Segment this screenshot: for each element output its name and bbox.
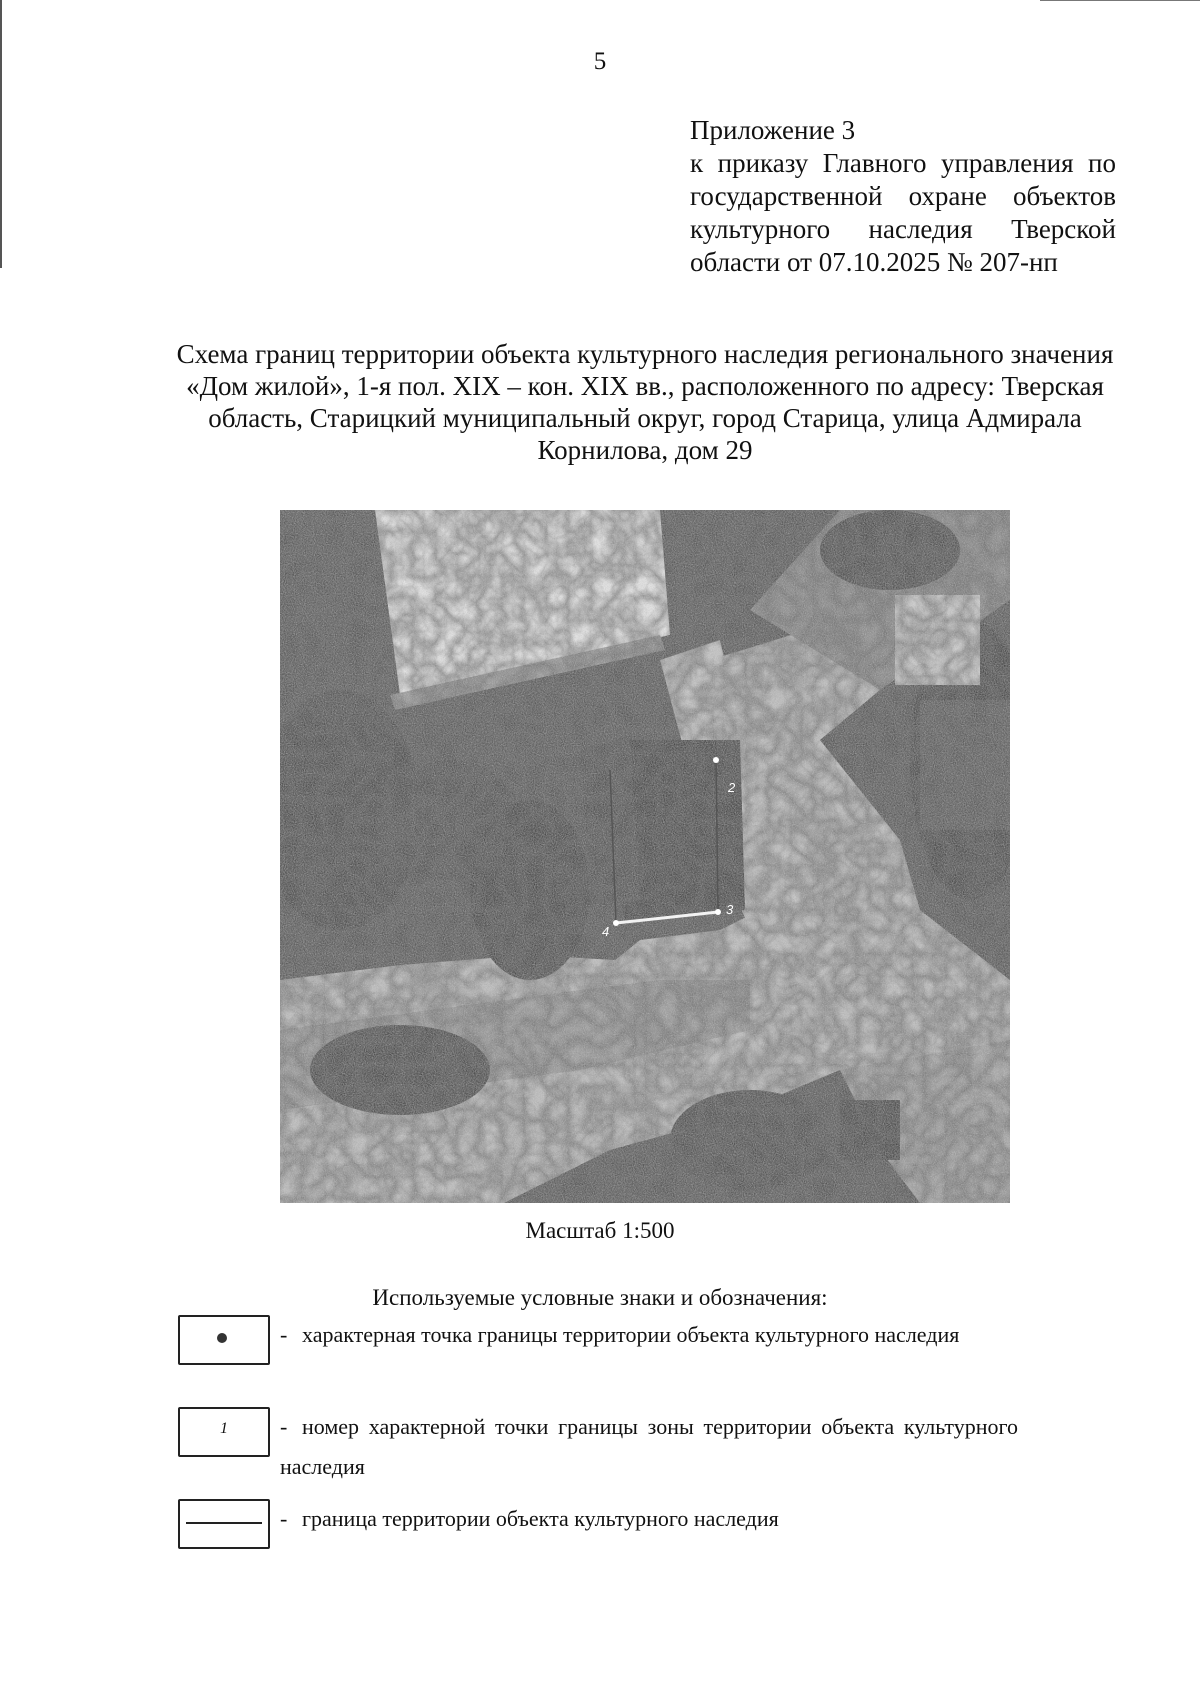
- point-label-4: 4: [602, 924, 610, 939]
- legend-dash: -: [280, 1322, 288, 1347]
- appendix-header: [690, 114, 1116, 279]
- map-scale: Масштаб 1:500: [525, 1218, 675, 1243]
- legend-symbol-box: [178, 1499, 270, 1549]
- scan-edge: [1040, 0, 1200, 1]
- point-label-3: 3: [726, 902, 734, 917]
- legend-dash: -: [280, 1506, 288, 1531]
- legend-description: - характерная точка границы территории объекта культурного наследия: [280, 1315, 1018, 1355]
- page-number: 5: [593, 48, 607, 75]
- appendix-reference: к приказу Главного управления по государственной охране объектов культурного наследия Тверской области от 07.10.2025 № 207-нп: [690, 148, 1116, 277]
- legend-symbol-box: [178, 1407, 270, 1457]
- legend-dash: -: [280, 1414, 288, 1439]
- appendix-title: Приложение 3: [690, 115, 856, 145]
- aerial-photo: [280, 510, 1010, 1203]
- legend-title: Используемые условные знаки и обозначения:: [372, 1285, 828, 1310]
- legend-symbol-box: [178, 1315, 270, 1365]
- legend-description: - граница территории объекта культурного наследия: [280, 1499, 1018, 1539]
- boundary-point-3: [715, 909, 721, 915]
- point-label-2: 2: [728, 780, 736, 795]
- point-marker-icon: [217, 1333, 227, 1343]
- point-number-label: 1: [220, 1420, 228, 1437]
- boundary-line-icon: [186, 1522, 262, 1524]
- scan-edge: [0, 0, 2, 268]
- legend-description: - номер характерной точки границы зоны территории объекта культурного наследия: [280, 1407, 1018, 1487]
- boundary-point-2: [713, 757, 719, 763]
- aerial-map: [280, 510, 1010, 1203]
- document-title: Схема границ территории объекта культурного наследия регионального значения «Дом жилой», 1-я пол. XIX – кон. XIX вв., расположенного по адресу: Тверская область, Старицкий муниципальный округ, город Старица, улица Адмирала Корнилова, дом 29: [176, 339, 1114, 465]
- boundary-point-4: [613, 920, 619, 926]
